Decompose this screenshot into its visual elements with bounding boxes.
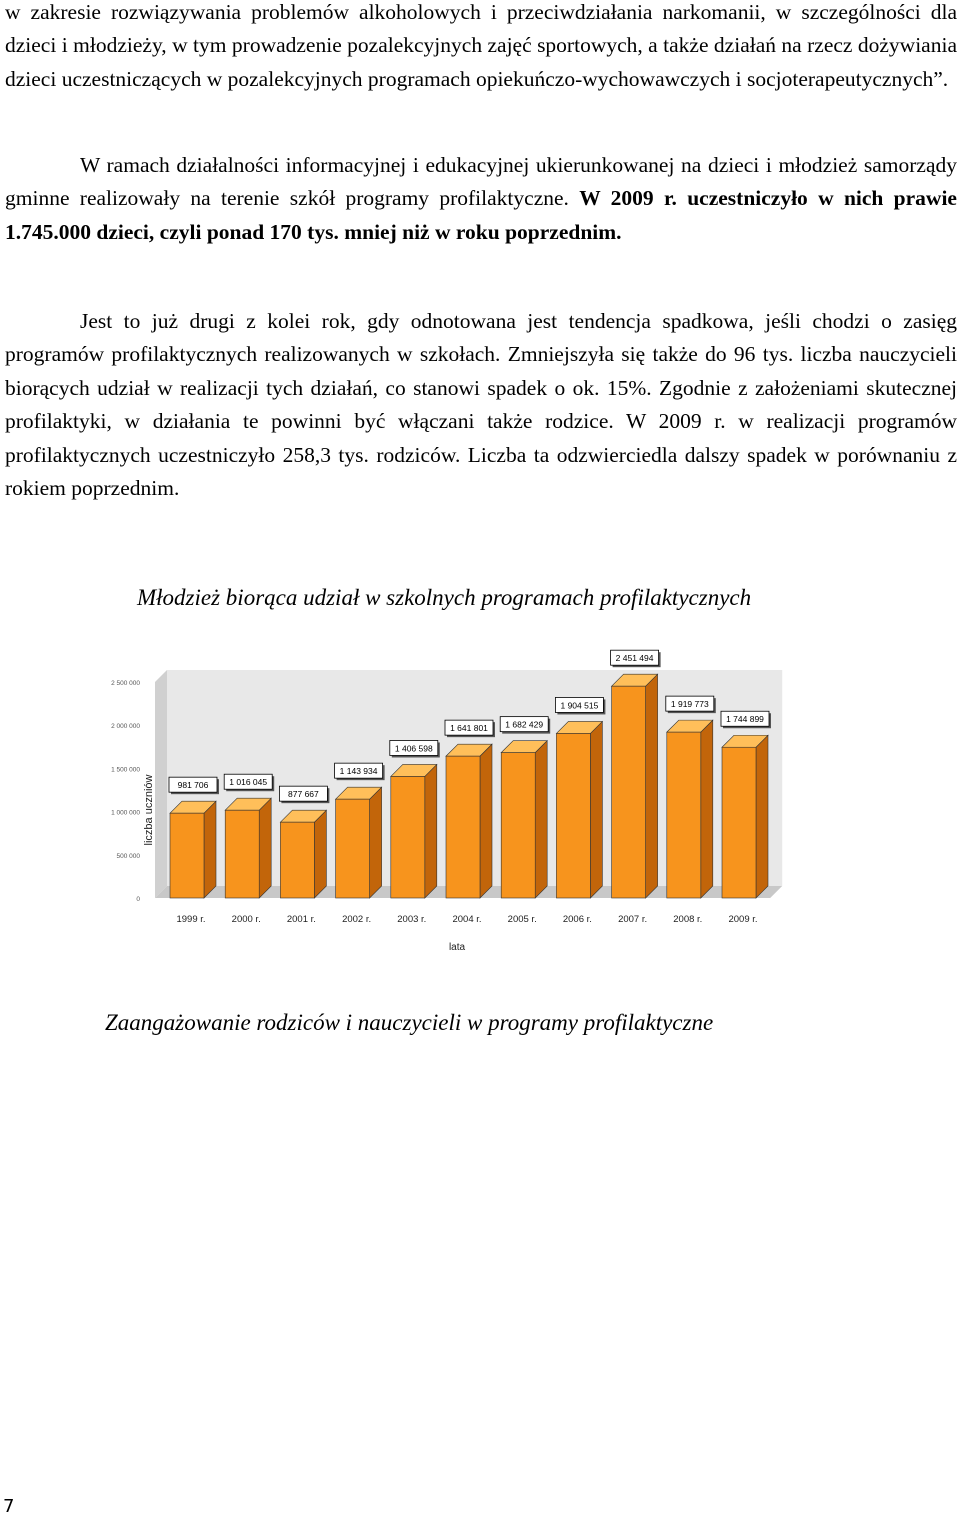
data-label: 1 919 773 [670, 699, 709, 710]
section-caption: Zaangażowanie rodziców i nauczycieli w programy profilaktyczne [105, 1010, 714, 1035]
page-number: 7 [3, 1496, 15, 1517]
x-tick-label: 2008 r. [673, 914, 703, 925]
bar-side [370, 787, 382, 898]
x-tick-label: 2009 r. [728, 914, 758, 925]
data-label: 1 406 598 [394, 743, 433, 754]
y-tick-label: 1 000 000 [111, 809, 140, 817]
bar [556, 733, 590, 898]
paragraph-3: Jest to już drugi z kolei rok, gdy odnotowana jest tendencja spadkowa, jeśli chodzi o zasięg programów profilaktycznych realizowanych w szkołach. Zmniejszyła się także do 96 tys. liczba nauczycieli biorących udział w realizacji tych działań, co stanowi spadek o ok. 15%. Zgodnie z założeniami skutecznej profilaktyki, w działania te powinni być włączani także rodzice. W 2009 r. w realizacji programów profilaktycznych uczestniczyło 258,3 tys. rodziców. Liczba ta odzwierciedla dalszy spadek w porównaniu z rokiem poprzednim. [5, 309, 957, 501]
data-label: 1 744 899 [726, 714, 764, 725]
bar-side [756, 735, 768, 898]
x-tick-label: 1999 r. [176, 914, 206, 925]
y-tick-label: 500 000 [116, 852, 140, 860]
bar [170, 813, 204, 898]
data-label: 1 904 515 [560, 700, 599, 711]
bar [225, 810, 259, 898]
bar [501, 753, 535, 898]
x-tick-label: 2003 r. [397, 914, 427, 925]
data-label: 1 016 045 [229, 777, 268, 788]
y-axis-title: liczba uczniów [143, 774, 155, 846]
bar [336, 799, 370, 898]
bar [391, 776, 425, 898]
bar-side [535, 741, 547, 898]
paragraph-2-highlight: W 2009 r. uczestniczyło w nich prawie 1.745.000 dzieci, czyli ponad 170 tys. mniej niż w roku poprzednim. [5, 186, 957, 244]
bar-side [480, 744, 492, 898]
bar-side [701, 720, 713, 898]
x-axis-title: lata [448, 942, 466, 953]
bar [612, 686, 646, 898]
y-tick-label: 2 000 000 [111, 723, 140, 731]
bar-side [314, 810, 326, 898]
bar [446, 756, 480, 898]
data-label: 877 667 [288, 789, 319, 800]
data-label: 981 706 [177, 780, 209, 791]
bar-chart [100, 640, 800, 960]
bar-side [590, 721, 602, 898]
x-tick-label: 2004 r. [452, 914, 482, 925]
bar-side [646, 674, 658, 898]
bar [280, 822, 314, 898]
data-label: 1 641 801 [450, 723, 488, 734]
paragraph-1: w zakresie rozwiązywania problemów alkoholowych i przeciwdziałania narkomanii, w szczególności dla dzieci i młodzieży, w tym prowadzenie pozalekcyjnych zajęć sportowych, a także działań na rzecz dożywiania dzieci uczestniczących w pozalekcyjnych programach opiekuńczo-wychowawczych i socjoterapeutycznych”. [5, 0, 957, 91]
data-label: 2 451 494 [615, 653, 654, 664]
x-tick-label: 2007 r. [618, 914, 648, 925]
chart-caption: Młodzież biorąca udział w szkolnych programach profilaktycznych [137, 585, 752, 610]
x-tick-label: 2006 r. [562, 914, 592, 925]
paragraph-2 [5, 149, 957, 249]
bar [722, 747, 756, 898]
data-label: 1 682 429 [505, 719, 544, 730]
x-tick-label: 2001 r. [286, 914, 316, 925]
x-tick-label: 2002 r. [342, 914, 372, 925]
y-tick-label: 2 500 000 [111, 680, 140, 687]
chart-side-wall [155, 670, 167, 898]
bar [667, 732, 701, 898]
bar-side [259, 798, 271, 898]
bar-side [204, 801, 216, 898]
x-tick-label: 2005 r. [507, 914, 537, 925]
y-tick-label: 1 500 000 [111, 766, 140, 774]
paragraph-2-text: W ramach działalności informacyjnej i edukacyjnej ukierunkowanej na dzieci i młodzież samorządy gminne realizowały na terenie szkół programy profilaktyczne. [5, 153, 957, 211]
data-label: 1 143 934 [339, 766, 378, 777]
bar-side [425, 764, 437, 898]
x-tick-label: 2000 r. [231, 914, 261, 925]
y-tick-label: 0 [136, 896, 140, 903]
